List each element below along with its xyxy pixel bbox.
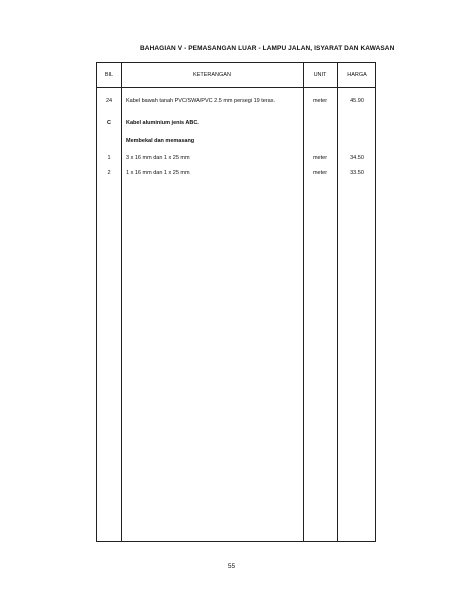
- row-keterangan: 1 x 16 mm dan 1 x 25 mm: [126, 170, 190, 176]
- section-title: BAHAGIAN V - PEMASANGAN LUAR - LAMPU JALAN, ISYARAT DAN KAWASAN: [140, 45, 395, 52]
- row-keterangan: 3 x 16 mm dan 1 x 25 mm: [126, 155, 190, 161]
- header-keterangan: KETERANGAN: [193, 72, 231, 78]
- row-keterangan: Kabel bawah tanah PVC/SWA/PVC 2.5 mm persegi 19 teras.: [126, 98, 275, 104]
- column-divider: [121, 63, 122, 541]
- row-unit: meter: [312, 155, 328, 161]
- column-divider: [303, 63, 304, 541]
- row-unit: meter: [312, 170, 328, 176]
- price-table: [96, 62, 376, 542]
- row-keterangan: Kabel aluminium jenis ABC.: [126, 120, 199, 126]
- header-harga: HARGA: [347, 72, 367, 78]
- header-bil: BIL: [104, 72, 114, 78]
- row-harga: 45.90: [350, 98, 364, 104]
- row-keterangan: Membekal dan memasang: [126, 138, 195, 144]
- row-unit: meter: [312, 98, 328, 104]
- row-bil: 24: [105, 98, 113, 104]
- page-number: 55: [227, 563, 236, 570]
- column-divider: [337, 63, 338, 541]
- header-unit: UNIT: [313, 72, 327, 78]
- row-bil: 1: [107, 155, 111, 161]
- row-harga: 33.50: [350, 170, 364, 176]
- row-bil: 2: [107, 170, 111, 176]
- header-divider: [97, 87, 375, 88]
- row-bil: C: [107, 120, 111, 126]
- row-harga: 34.50: [350, 155, 364, 161]
